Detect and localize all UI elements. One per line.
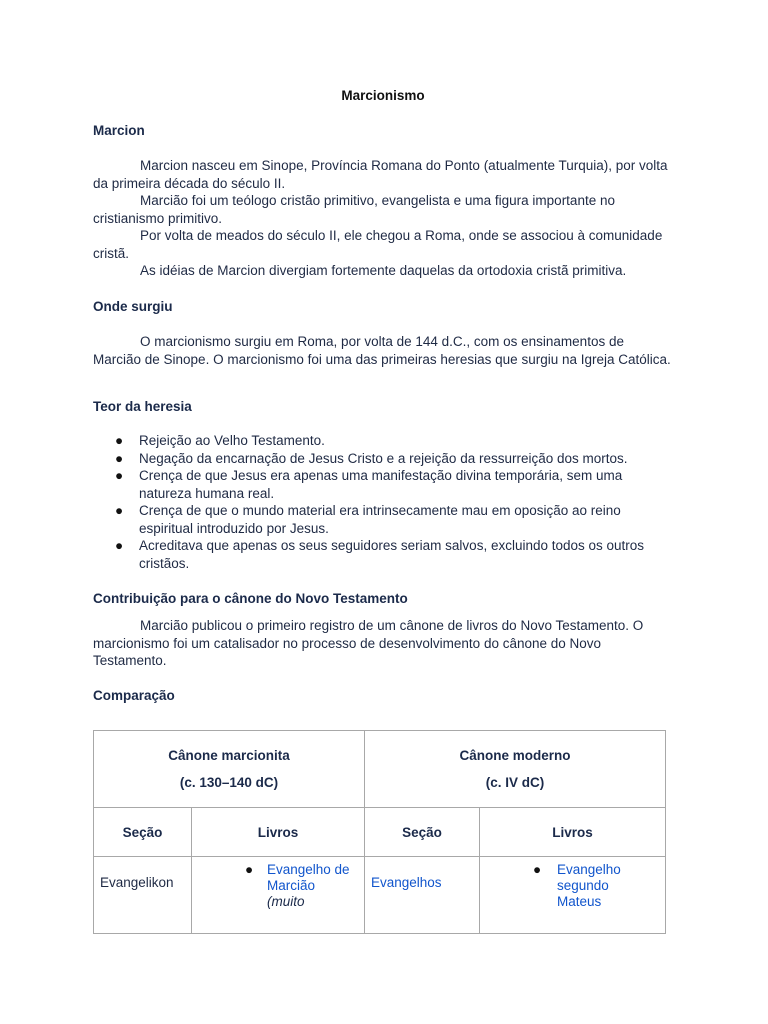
onde-surgiu-section: [93, 333, 673, 368]
heading-marcion: Marcion: [93, 123, 145, 138]
heresy-list: [93, 432, 673, 572]
cell-evangelhos: [365, 857, 480, 934]
cell-evangelikon: Evangelikon: [94, 857, 192, 934]
document-title: Marcionismo: [341, 88, 425, 103]
heading-onde-surgiu: Onde surgiu: [93, 299, 173, 314]
list-item: ● Acreditava que apenas os seus seguidores seriam salvos, excluindo todos os outros cristãos.: [115, 538, 645, 571]
bullet-icon: ●: [115, 433, 124, 448]
marcion-paragraphs: [93, 157, 673, 280]
header-title: Cânone marcionita: [168, 748, 290, 763]
header-marcionite-canon: [94, 731, 365, 808]
bullet-icon: ●: [533, 862, 542, 877]
heading-contribuicao: Contribuição para o cânone do Novo Testamento: [93, 591, 408, 606]
cell-livros-marcion: [192, 857, 365, 934]
link-evangelho-mateus[interactable]: Evangelho segundo Mateus: [557, 862, 621, 909]
heading-comparacao: Comparação: [93, 688, 175, 703]
cell-livros-moderno: [480, 857, 666, 934]
marcion-paragraph-1: Marcion nasceu em Sinope, Província Romana do Ponto (atualmente Turquia), por volta da primeira década do século II.: [93, 158, 668, 191]
header-date: (c. 130–140 dC): [179, 775, 279, 790]
subheader-livros: Livros: [480, 808, 666, 857]
table-row: [94, 857, 666, 934]
header-title: Cânone moderno: [459, 748, 571, 763]
subheader-secao: Seção: [365, 808, 480, 857]
onde-surgiu-paragraph: O marcionismo surgiu em Roma, por volta de 144 d.C., com os ensinamentos de Marcião de Sinope. O marcionismo foi uma das primeiras heresias que surgiu na Igreja Católica.: [93, 334, 671, 367]
contribuicao-paragraph: Marcião publicou o primeiro registro de um cânone de livros do Novo Testamento. O marcionismo foi um catalisador no processo de desenvolvimento do cânone do Novo Testamento.: [93, 618, 644, 668]
link-evangelho-marciao[interactable]: Evangelho de Marcião: [267, 862, 350, 893]
bullet-icon: ●: [115, 503, 124, 518]
list-item: ● Negação da encarnação de Jesus Cristo e a rejeição da ressurreição dos mortos.: [115, 450, 628, 466]
bullet-icon: ●: [115, 538, 124, 553]
bullet-icon: ●: [115, 468, 124, 483]
bullet-icon: ●: [115, 450, 124, 466]
subheader-livros: Livros: [192, 808, 365, 857]
link-evangelhos[interactable]: Evangelhos: [371, 875, 442, 890]
marcion-paragraph-4: As idéias de Marcion divergiam fortemente daquelas da ortodoxia cristã primitiva.: [140, 263, 627, 278]
note-muito: (muito: [267, 894, 305, 909]
marcion-paragraph-2: Marcião foi um teólogo cristão primitivo, evangelista e uma figura importante no cristianismo primitivo.: [93, 193, 615, 226]
list-item: ● Crença de que Jesus era apenas uma manifestação divina temporária, sem uma natureza humana real.: [115, 468, 623, 501]
header-date: (c. IV dC): [485, 775, 545, 790]
bullet-icon: ●: [245, 862, 254, 877]
comparison-table: [93, 730, 666, 934]
marcion-paragraph-3: Por volta de meados do século II, ele chegou a Roma, onde se associou à comunidade cristã.: [93, 228, 663, 261]
header-modern-canon: [365, 731, 666, 808]
list-item: ● Crença de que o mundo material era intrinsecamente mau em oposição ao reino espiritual introduzido por Jesus.: [115, 503, 621, 536]
subheader-secao: Seção: [94, 808, 192, 857]
contribuicao-section: [93, 617, 673, 670]
heading-teor-heresia: Teor da heresia: [93, 399, 192, 414]
list-item: ● Rejeição ao Velho Testamento.: [115, 433, 325, 448]
